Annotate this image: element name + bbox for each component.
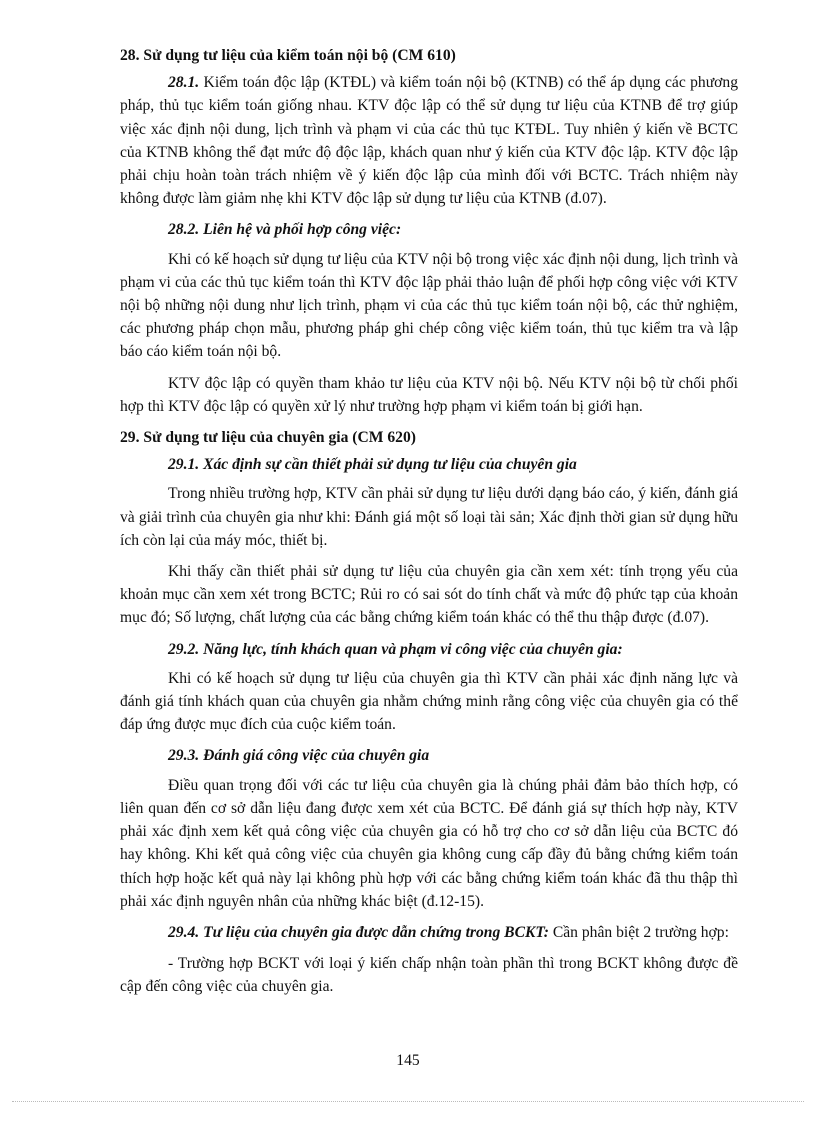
paragraph-29-4-case-1: - Trường hợp BCKT với loại ý kiến chấp nhận toàn phần thì trong BCKT không được đề cập đến công việc của chuyên gia. (120, 955, 738, 996)
paragraph-29-4 (120, 921, 738, 944)
paragraph-28-1 (120, 71, 738, 210)
paragraph-29-1-a: Trong nhiều trường hợp, KTV cần phải sử dụng tư liệu dưới dạng báo cáo, ý kiến, đánh giá và giải trình của chuyên gia như khi: Đánh giá một số loại tài sản; Xác định thời gian sử dụng hữu ích còn lại của máy móc, thiết bị. (120, 485, 738, 549)
paragraph-29-1-b: Khi thấy cần thiết phải sử dụng tư liệu của chuyên gia cần xem xét: tính trọng yếu của khoản mục cần xem xét trong BCTC; Rủi ro có sai sót do tính chất và mức độ phức tạp của khoản mục đó; Số lượng, chất lượng của các bằng chứng kiểm toán khác có thể thu thập được (đ.07). (120, 563, 738, 627)
paragraph-28-2-b: KTV độc lập có quyền tham khảo tư liệu của KTV nội bộ. Nếu KTV nội bộ từ chối phối hợp thì KTV độc lập có quyền xử lý như trường hợp phạm vi kiểm toán bị giới hạn. (120, 374, 738, 415)
subsection-heading-29-2: 29.2. Năng lực, tính khách quan và phạm vi công việc của chuyên gia: (168, 640, 623, 658)
paragraph-29-2: Khi có kế hoạch sử dụng tư liệu của chuyên gia thì KTV cần phải xác định năng lực và đánh giá tính khách quan của chuyên gia nhằm chứng minh rằng công việc của chuyên gia có thể đáp ứng được mục đích của cuộc kiểm toán. (120, 669, 738, 734)
subsection-heading-28-2: 28.2. Liên hệ và phối hợp công việc: (168, 221, 402, 239)
subsection-label-29-4: 29.4. Tư liệu của chuyên gia được dẫn chứng trong BCKT: (168, 923, 549, 941)
paragraph-text: Cần phân biệt 2 trường hợp: (548, 923, 729, 941)
page-number: 145 (396, 1052, 420, 1069)
paragraph-text: Kiểm toán độc lập (KTĐL) và kiểm toán nội bộ (KTNB) có thể áp dụng các phương pháp, thủ tục kiểm toán giống nhau. KTV độc lập có thể sử dụng tư liệu của KTNB để trợ giúp việc xác định nội dung, lịch trình và phạm vi của các thủ tục KTĐL. Tuy nhiên ý kiến về BCTC của KTNB không thể đạt mức độ độc lập, khách quan như ý kiến của KTV độc lập. KTV độc lập phải chịu hoàn toàn trách nhiệm về ý kiến độc lập của mình đối với BCTC. Trách nhiệm này không được làm giảm nhẹ khi KTV độc lập sử dụng tư liệu của KTNB (đ.07). (120, 74, 738, 208)
section-heading-28: 28. Sử dụng tư liệu của kiểm toán nội bộ (CM 610) (120, 47, 456, 64)
section-heading-29: 29. Sử dụng tư liệu của chuyên gia (CM 620) (120, 429, 416, 447)
document-page (120, 44, 738, 1007)
paragraph-28-2-a: Khi có kế hoạch sử dụng tư liệu của KTV nội bộ trong việc xác định nội dung, lịch trình và phạm vi của các thủ tục kiểm toán thì KTV độc lập phải thảo luận để phối hợp công việc với KTV nội bộ những nội dung như lịch trình, phạm vi của các thủ tục kiểm toán nội bộ, các thử nghiệm, các phương pháp chọn mẫu, phương pháp ghi chép công việc kiểm toán, thủ tục kiểm tra và lập báo cáo kiểm toán nội bộ. (120, 250, 738, 361)
subsection-label-28-1: 28.1. (168, 74, 200, 92)
subsection-heading-29-1: 29.1. Xác định sự cần thiết phải sử dụng tư liệu của chuyên gia (168, 456, 577, 474)
page-bottom-divider (12, 1101, 804, 1102)
paragraph-29-3: Điều quan trọng đối với các tư liệu của chuyên gia là chúng phải đảm bảo thích hợp, có liên quan đến cơ sở dẫn liệu đang được xem xét của BCTC. Để đánh giá sự thích hợp này, KTV phải xác định xem kết quả công việc của chuyên gia có hỗ trợ cho cơ sở dẫn liệu của BCTC đó hay không. Khi kết quả công việc của chuyên gia không cung cấp đầy đủ bằng chứng kiểm toán thích hợp hoặc kết quả này lại không phù hợp với các bằng chứng kiểm toán khác đã thu thập thì phải xác định nguyên nhân của những khác biệt (đ.12-15). (120, 776, 738, 910)
subsection-heading-29-3: 29.3. Đánh giá công việc của chuyên gia (168, 747, 430, 765)
